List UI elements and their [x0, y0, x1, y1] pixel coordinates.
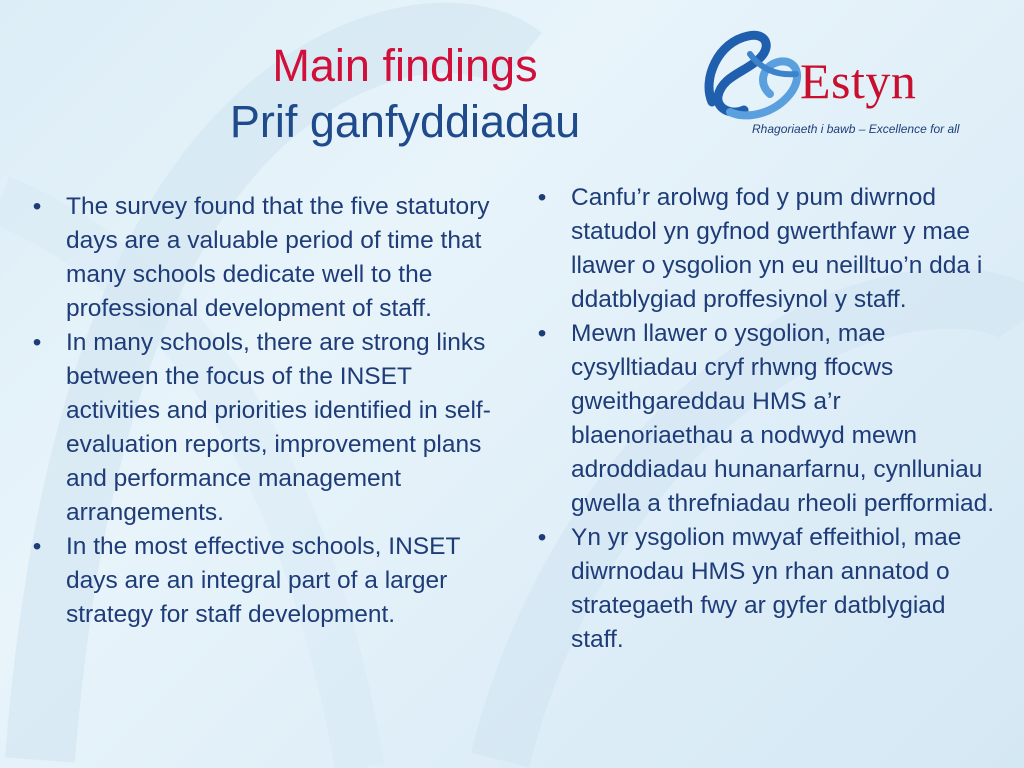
bullet-icon: • [32, 329, 42, 356]
english-findings-list [28, 190, 508, 632]
slide-title [160, 38, 650, 150]
list-item-text: In the most effective schools, INSET days are an integral part of a larger strategy for staff development. [66, 533, 460, 628]
list-item-text: Mewn llawer o ysgolion, mae cysylltiadau cryf rhwng ffocws gweithgareddau HMS a’r blaenoriaethau a nodwyd mewn adroddiadau hunanarfarnu, cynlluniau gwella a threfniadau rheoli perfformiad. [571, 320, 995, 517]
list-item [28, 190, 508, 326]
interlinked-loops-logo-icon [700, 24, 810, 124]
bullet-icon: • [537, 184, 547, 211]
bullet-icon: • [32, 193, 42, 220]
bullet-icon: • [537, 524, 547, 551]
list-item [28, 530, 508, 632]
bullet-icon: • [537, 320, 547, 347]
title-welsh: Prif ganfyddiadau [229, 96, 581, 147]
logo-tagline: Rhagoriaeth i bawb – Excellence for all [752, 122, 960, 136]
list-item-text: Yn yr ysgolion mwyaf effeithiol, mae diwrnodau HMS yn rhan annatod o strategaeth fwy ar gyfer datblygiad staff. [571, 524, 962, 653]
list-item [533, 317, 1003, 521]
list-item [533, 181, 1003, 317]
title-english: Main findings [272, 40, 538, 91]
list-item-text: The survey found that the five statutory days are a valuable period of time that many schools dedicate well to the professional development of staff. [66, 193, 490, 322]
bullet-icon: • [32, 533, 42, 560]
list-item [28, 326, 508, 530]
welsh-findings-list [533, 181, 1003, 657]
estyn-logo [700, 24, 970, 144]
list-item-text: In many schools, there are strong links between the focus of the INSET activities and priorities identified in self-evaluation reports, improvement plans and performance management arrangements. [66, 329, 491, 526]
list-item [533, 521, 1003, 657]
logo-wordmark: Estyn [800, 53, 917, 109]
list-item-text: Canfu’r arolwg fod y pum diwrnod statudol yn gyfnod gwerthfawr y mae llawer o ysgolion yn eu neilltuo’n dda i ddatblygiad proffesiynol y staff. [571, 184, 983, 313]
